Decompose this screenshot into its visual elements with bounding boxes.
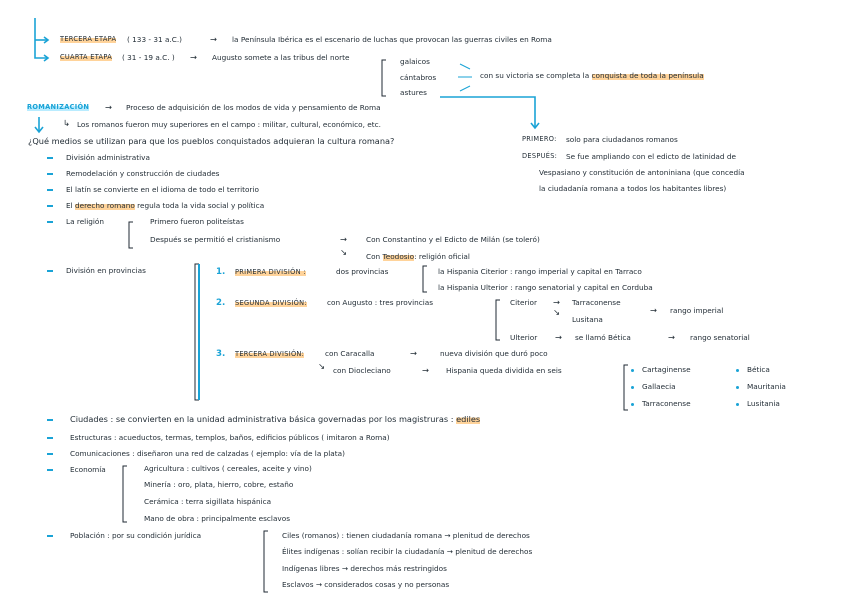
curl-arrow: ↘ <box>553 307 561 317</box>
division-number: 1. <box>216 267 226 277</box>
arrow: → <box>340 234 348 244</box>
despues-line: Se fue ampliando con el edicto de latinidad de <box>566 152 736 161</box>
tercera-etapa-dates: ( 133 - 31 a.C.) <box>127 35 183 44</box>
arrow: → <box>422 365 430 375</box>
despues-line: la ciudadanía romana a todos los habitantes libres) <box>539 184 727 193</box>
medio-remodelacion: Remodelación y construcción de ciudades <box>66 169 220 178</box>
primera-division-label: PRIMERA DIVISIÓN : <box>235 268 306 276</box>
arrow: → <box>410 348 418 358</box>
cuarta-etapa-text: Augusto somete a las tribus del norte <box>212 53 350 62</box>
arrow: → <box>553 297 561 307</box>
economia-item: Minería : oro, plata, hierro, cobre, estaño <box>144 480 294 489</box>
arrow: → <box>555 332 563 342</box>
bullet-dot <box>631 386 634 389</box>
tercera-division-label: TERCERA DIVISIÓN: <box>235 350 305 358</box>
bullet-dash <box>47 157 53 159</box>
despues-label: DESPUÉS: <box>522 152 558 160</box>
provincia-item: la Hispania Citerior : rango imperial y capital en Tarraco <box>438 267 642 276</box>
segunda-division-label: SEGUNDA DIVISIÓN: <box>235 299 307 307</box>
poblacion-item: Esclavos → considerados cosas y no personas <box>282 580 450 589</box>
arrow: → <box>105 102 113 112</box>
arrow: → <box>650 305 658 315</box>
tribu-item: astures <box>400 88 427 97</box>
romanizacion-def: Proceso de adquisición de los modos de vida y pensamiento de Roma <box>126 103 381 112</box>
bullet-dash <box>47 437 53 439</box>
curl-arrow: ↘ <box>340 247 348 257</box>
medio-derecho: El derecho romano regula toda la vida social y política <box>66 201 265 210</box>
division-number: 2. <box>216 298 226 308</box>
bullet-dash <box>47 189 53 191</box>
arrow: → <box>210 34 218 44</box>
provincia-item: la Hispania Ulterior : rango senatorial y capital en Corduba <box>438 283 653 292</box>
bullet-dot <box>736 386 739 389</box>
provincia-seis: Gallaecia <box>642 382 676 391</box>
rango-senatorial: rango senatorial <box>690 333 750 342</box>
tribu-item: cántabros <box>400 73 437 82</box>
bullet-dash <box>47 205 53 207</box>
provincia-seis: Bética <box>747 365 770 374</box>
romanizacion-sub: Los romanos fueron muy superiores en el campo : militar, cultural, económico, etc. <box>77 120 381 129</box>
provincia-seis: Mauritania <box>747 382 786 391</box>
arrow: → <box>190 52 198 62</box>
tercera-etapa-text: la Península Ibérica es el escenario de luchas que provocan las guerras civiles en Roma <box>232 35 552 44</box>
conquista-text: con su victoria se completa la conquista de toda la península <box>480 71 704 80</box>
cuarta-etapa-dates: ( 31 - 19 a.C. ) <box>122 53 175 62</box>
poblacion-item: Indígenas libres → derechos más restringidos <box>282 564 447 573</box>
diocleciano-result: Hispania queda dividida en seis <box>446 366 562 375</box>
economia-item: Mano de obra : principalmente esclavos <box>144 514 291 523</box>
economia-item: Agricultura : cultivos ( cereales, aceite y vino) <box>144 464 312 473</box>
religion-item: Con Constantino y el Edicto de Milán (se toleró) <box>366 235 540 244</box>
economia-label: Economía <box>70 465 106 474</box>
diocleciano-text: con Diocleciano <box>333 366 391 375</box>
poblacion-label: Población : por su condición jurídica <box>70 531 202 540</box>
religion-item: Con Teodosio: religión oficial <box>366 252 470 261</box>
medio-division-admin: División administrativa <box>66 153 150 162</box>
bullet-dash <box>47 453 53 455</box>
ulterior-label: Ulterior <box>510 333 538 342</box>
pregunta: ¿Qué medios se utilizan para que los pueblos conquistados adquieran la cultura romana? <box>28 136 395 146</box>
primero-text: solo para ciudadanos romanos <box>566 135 678 144</box>
bullet-dot <box>631 403 634 406</box>
tercera-division-result: nueva división que duró poco <box>440 349 548 358</box>
bullet-dot <box>736 403 739 406</box>
cuarta-etapa-label: CUARTA ETAPA <box>60 53 113 61</box>
romanizacion-label: ROMANIZACIÓN <box>27 103 90 111</box>
medio-latin: El latín se convierte en el idioma de todo el territorio <box>66 185 259 194</box>
lusitana-label: Lusitana <box>572 315 603 324</box>
bullet-dash <box>47 535 53 537</box>
rango-imperial: rango imperial <box>670 306 724 315</box>
bullet-dash <box>47 221 53 223</box>
economia-item: Cerámica : terra sigillata hispánica <box>144 497 272 506</box>
bullet-dash <box>47 419 53 421</box>
provincia-seis: Tarraconense <box>642 399 691 408</box>
medio-religion: La religión <box>66 217 104 226</box>
curl-arrow: ↘ <box>318 361 326 371</box>
religion-item: Primero fueron politeístas <box>150 217 244 226</box>
tercera-etapa-label: TERCERA ETAPA <box>60 35 117 43</box>
provincias-label: División en provincias <box>66 266 146 275</box>
bullet-dash <box>47 469 53 471</box>
provincia-seis: Lusitania <box>747 399 780 408</box>
bullet-dot <box>631 369 634 372</box>
bullet-dash <box>47 173 53 175</box>
bullet-dash <box>47 270 53 272</box>
religion-item: Después se permitió el cristianismo <box>150 235 281 244</box>
poblacion-item: Élites indígenas : solían recibir la ciudadanía → plenitud de derechos <box>282 547 533 556</box>
segunda-division-text: con Augusto : tres provincias <box>327 298 434 307</box>
primera-division-text: dos provincias <box>336 267 389 276</box>
division-number: 3. <box>216 349 226 359</box>
tarraconense-label: Tarraconense <box>572 298 621 307</box>
citerior-label: Citerior <box>510 298 537 307</box>
tribu-item: galaicos <box>400 57 430 66</box>
estructuras-text: Estructuras : acueductos, termas, templos, baños, edificios públicos ( imitaron a Roma) <box>70 433 390 442</box>
poblacion-item: Ciles (romanos) : tienen ciudadanía romana → plenitud de derechos <box>282 531 530 540</box>
despues-line: Vespasiano y constitución de antoniniana (que concedía <box>539 168 745 177</box>
provincia-seis: Cartaginense <box>642 365 691 374</box>
betica-text: se llamó Bética <box>575 333 631 342</box>
tercera-division-text: con Caracalla <box>325 349 375 358</box>
ciudades-text: Ciudades : se convierten en la unidad administrativa básica governadas por los magistruras : ediles <box>70 414 481 424</box>
bullet-dot <box>736 369 739 372</box>
comunicaciones-text: Comunicaciones : diseñaron una red de calzadas ( ejemplo: vía de la plata) <box>70 449 345 458</box>
arrow: → <box>668 332 676 342</box>
primero-label: PRIMERO: <box>522 135 557 143</box>
hook-arrow: ↳ <box>63 118 71 128</box>
